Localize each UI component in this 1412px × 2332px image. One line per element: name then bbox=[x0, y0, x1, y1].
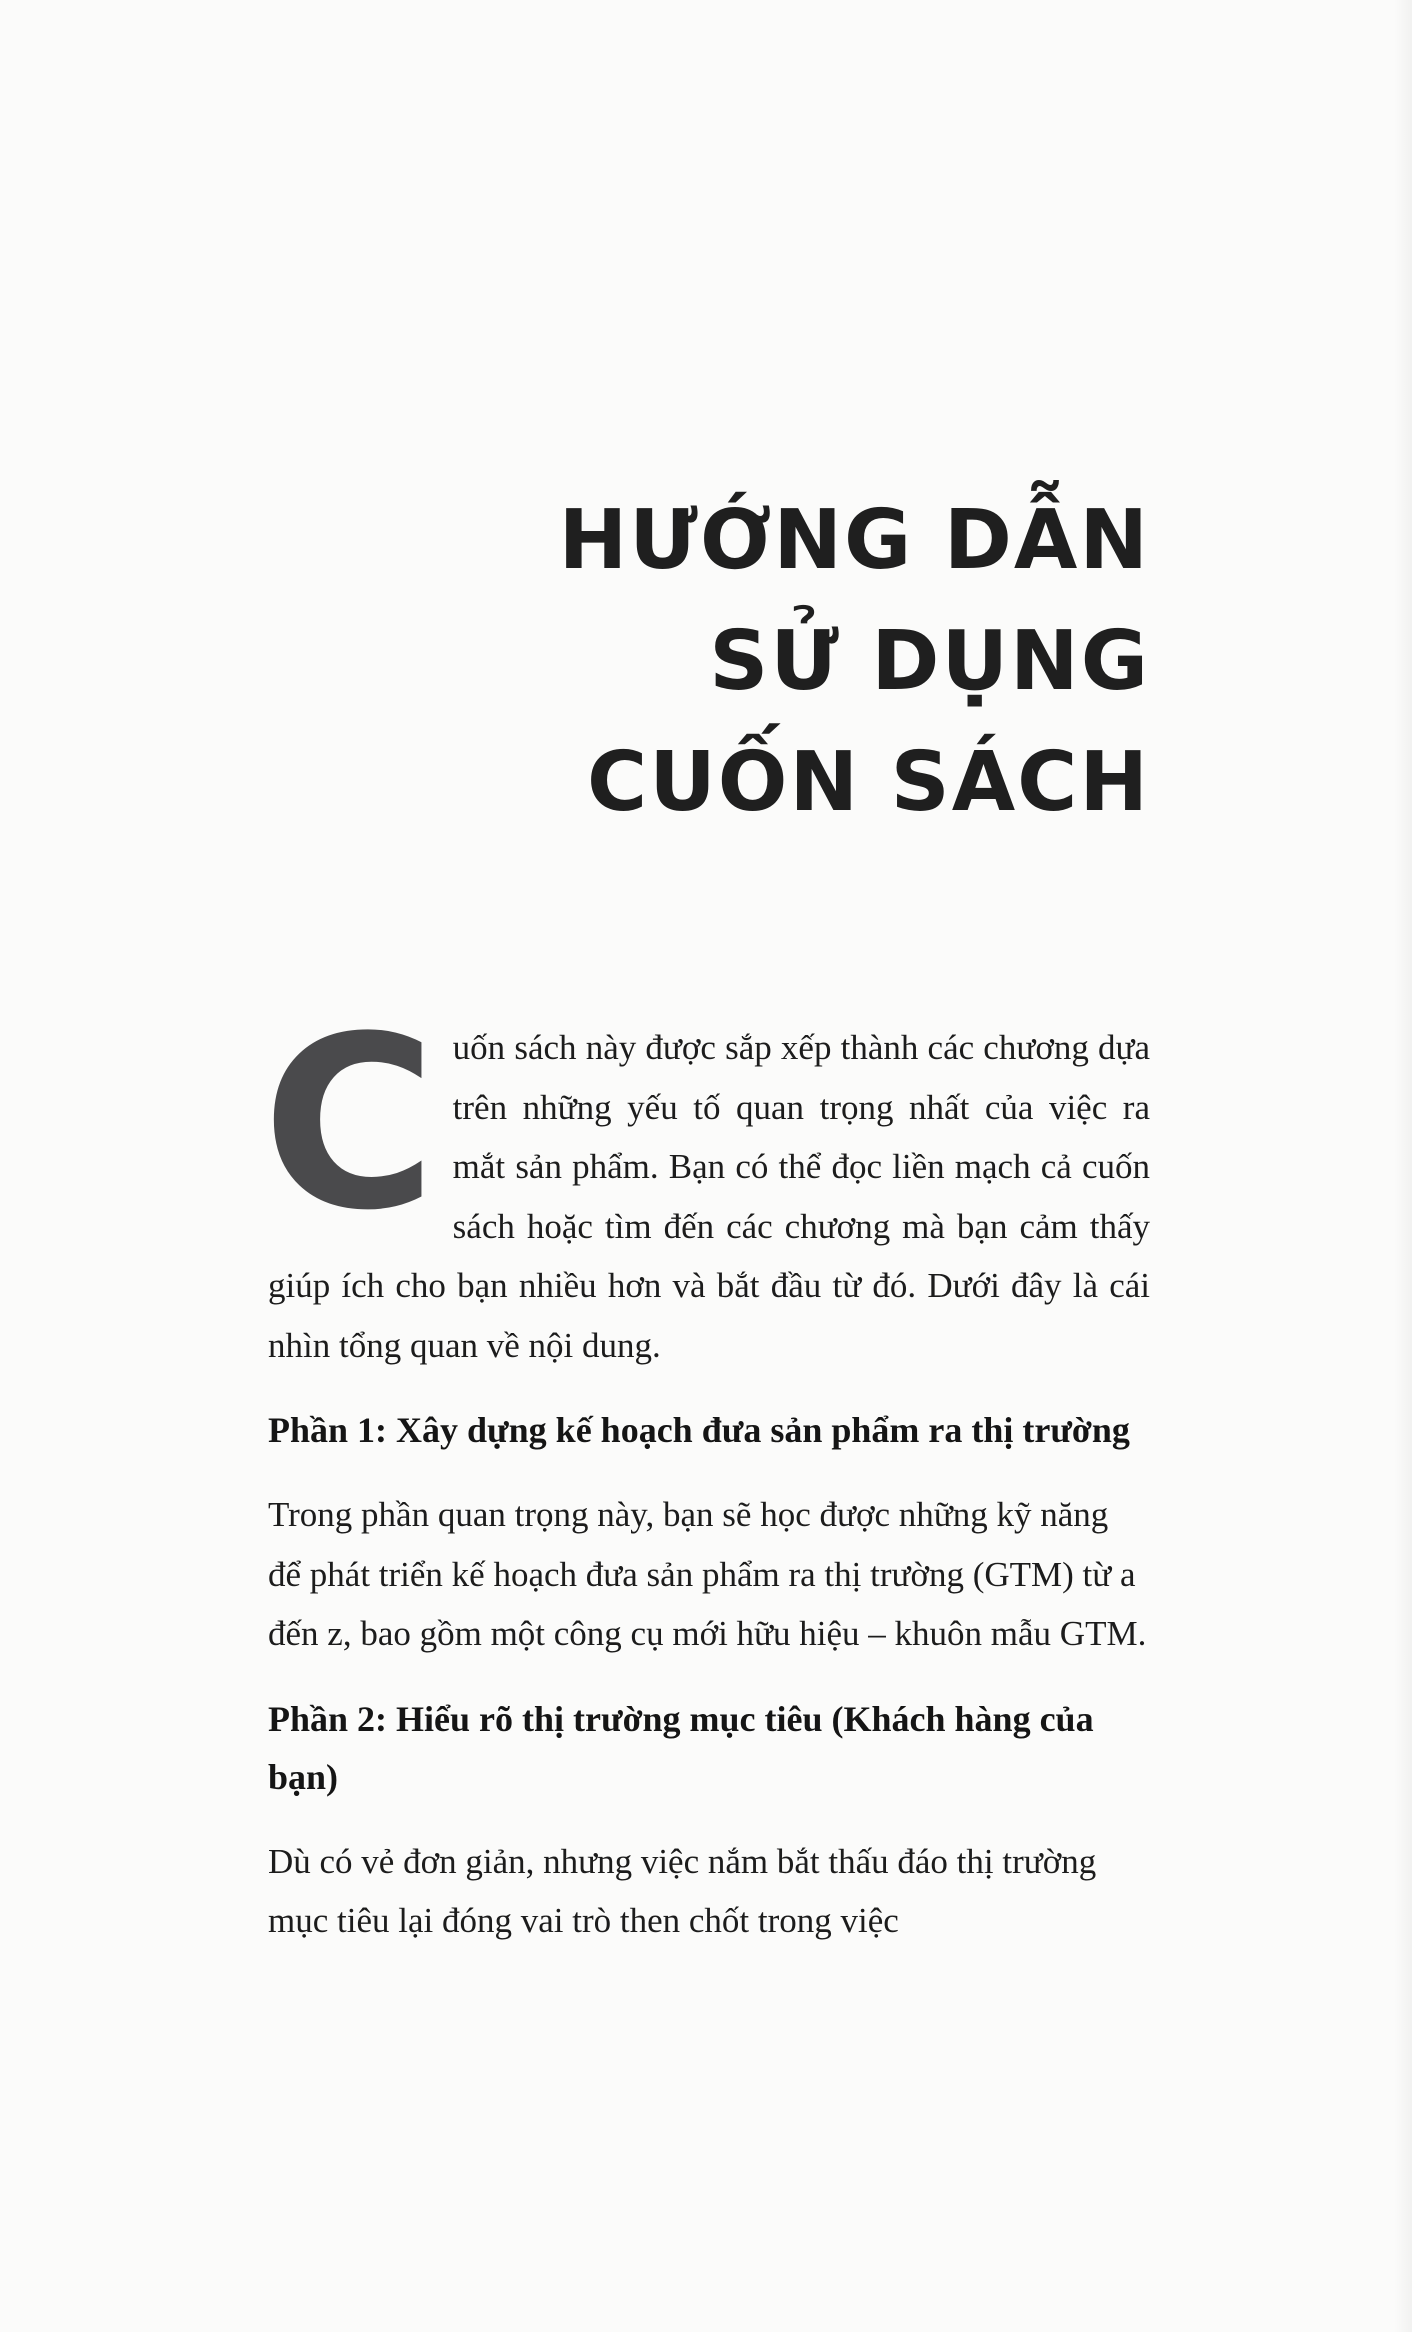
chapter-title-line-3: CUỐN SÁCH bbox=[587, 735, 1150, 830]
section-body-part-2: Dù có vẻ đơn giản, nhưng việc nắm bắt thấu đáo thị trường mục tiêu lại đóng vai trò then chốt trong việc bbox=[268, 1841, 1097, 1940]
chapter-content bbox=[262, 986, 1150, 1951]
chapter-title-line-1: HƯỚNG DẪN bbox=[558, 493, 1150, 588]
drop-cap: C bbox=[262, 986, 437, 1263]
chapter-title bbox=[250, 480, 1150, 843]
intro-paragraph bbox=[262, 986, 1150, 1375]
section-heading-part-1: Phần 1: Xây dựng kế hoạch đưa sản phẩm ra thị trường bbox=[268, 1410, 1130, 1450]
intro-text: uốn sách này được sắp xếp thành các chương dựa trên những yếu tố quan trọng nhất của việc ra mắt sản phẩm. Bạn có thể đọc liền mạch cả cuốn sách hoặc tìm đến các chương mà bạn cảm thấy giúp ích cho bạn nhiều hơn và bắt đầu từ đó. Dưới đây là cái nhìn tổng quan về nội dung. bbox=[268, 1028, 1150, 1365]
section-body-part-1: Trong phần quan trọng này, bạn sẽ học được những kỹ năng để phát triển kế hoạch đưa sản phẩm ra thị trường (GTM) từ a đến z, bao gồm một công cụ mới hữu hiệu – khuôn mẫu GTM. bbox=[268, 1495, 1147, 1653]
section-heading-part-2: Phần 2: Hiểu rõ thị trường mục tiêu (Khách hàng của bạn) bbox=[268, 1698, 1094, 1797]
chapter-title-line-2: SỬ DỤNG bbox=[709, 614, 1150, 709]
